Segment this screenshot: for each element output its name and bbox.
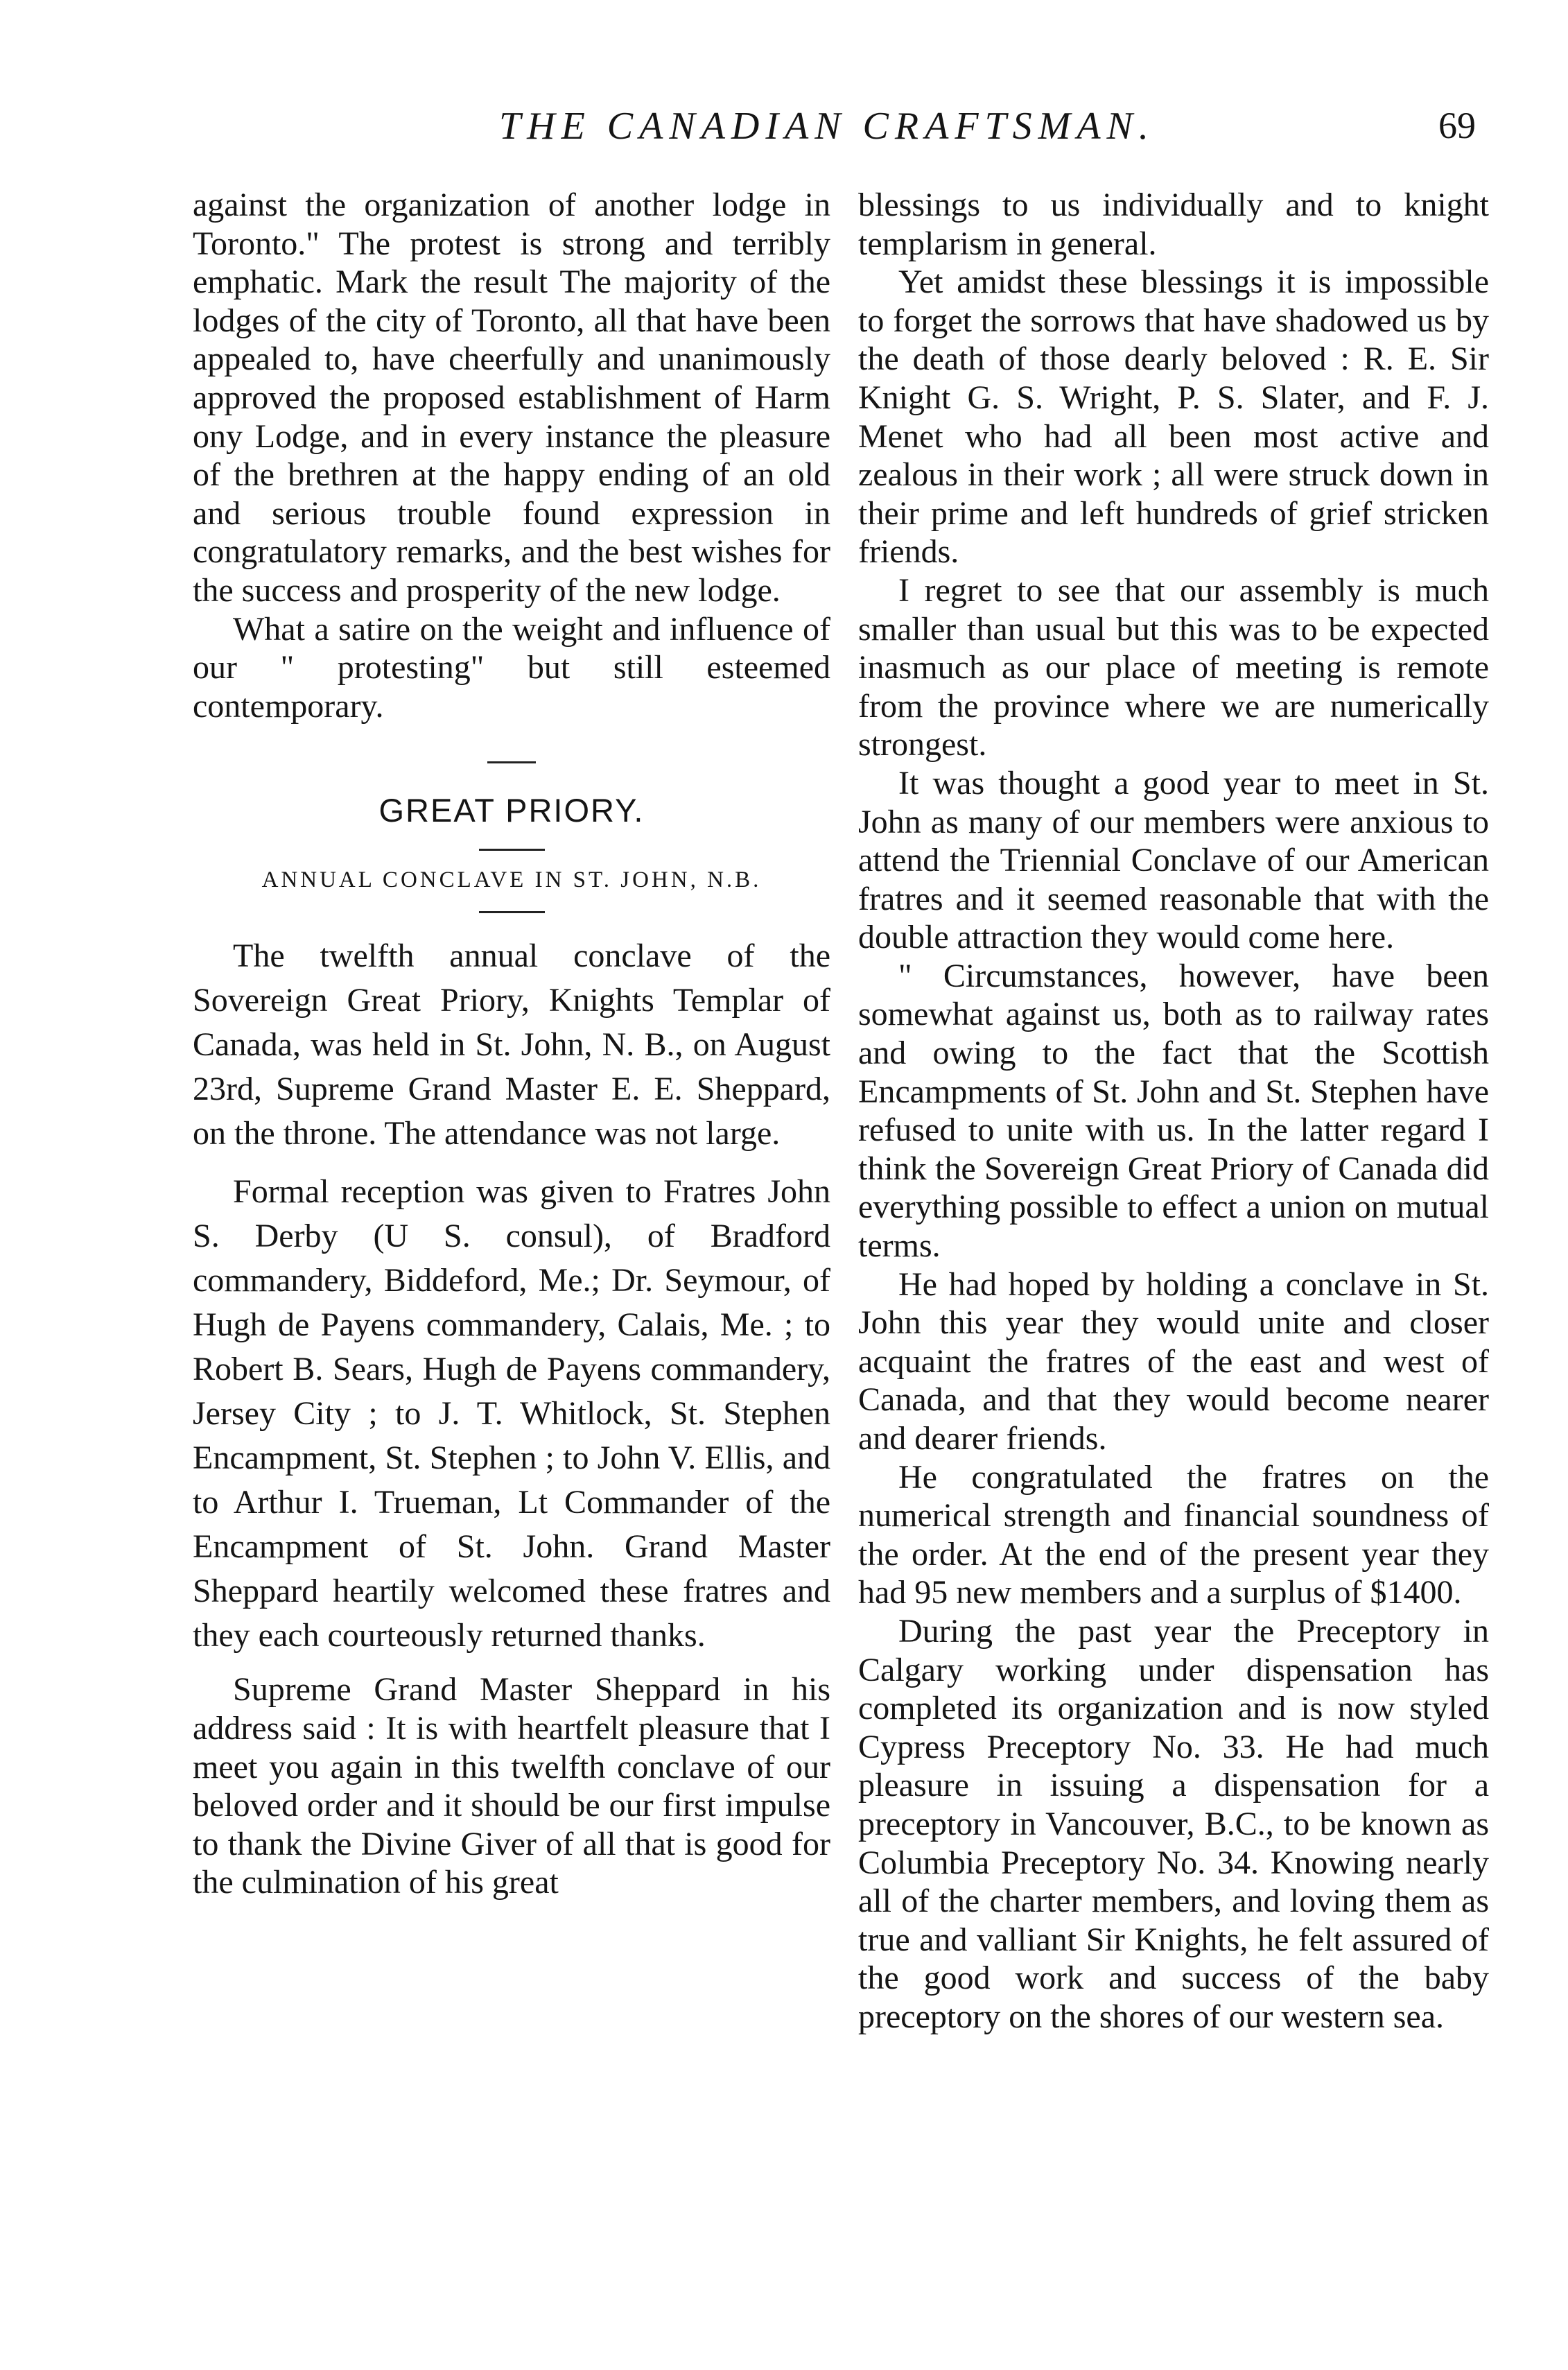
left-column — [193, 186, 830, 1902]
article-heading: GREAT PRIORY. — [378, 792, 645, 829]
right-column — [858, 186, 1489, 2036]
subheading-rule — [479, 911, 545, 913]
article-paragraph: Supreme Grand Master Sheppard in his address said : It is with heartfelt pleasure that I meet you again in this twelfth conclave of our beloved order and it should be our first impulse to thank the Divine Giver of all that is good for the culmination of his great — [193, 1671, 830, 1901]
article-subheading: ANNUAL CONCLAVE IN ST. JOHN, N.B. — [261, 867, 762, 893]
article-paragraph: It was thought a good year to meet in St. John as many of our members were anxious to attend the Triennial Conclave of our American fratres and it seemed reasonable that with the double attraction they would come here. — [858, 764, 1489, 956]
article-paragraph: Yet amidst these blessings it is impossible to forget the sorrows that have shadowed us by the death of those dearly beloved : R. E. Sir Knight G. S. Wright, P. S. Slater, and F. J. Menet who had all been most active and zealous in their work ; all were struck down in their prime and left hundreds of grief stricken friends. — [858, 263, 1489, 571]
section-divider — [487, 761, 536, 763]
article-paragraph: The twelfth annual conclave of the Sovereign Great Priory, Knights Templar of Canada, was held in St. John, N. B., on August 23rd, Supreme Grand Master E. E. Sheppard, on the throne. The attendance was not large. — [193, 937, 830, 1152]
article-paragraph: Formal reception was given to Fratres John S. Derby (U S. consul), of Bradford commandery, Biddeford, Me.; Dr. Seymour, of Hugh de Payens commandery, Calais, Me. ; to Robert B. Sears, Hugh de Payens commandery, Jersey City ; to J. T. Whitlock, St. Stephen Encampment, St. Stephen ; to John V. Ellis, and to Arthur I. Trueman, Lt Commander of the Encampment of St. John. Grand Master Sheppard heartily welcomed these fratres and they each courteously returned thanks. — [193, 1173, 830, 1654]
article-paragraph: I regret to see that our assembly is much smaller than usual but this was to be expected inasmuch as our place of meeting is remote from the province where we are numerically strongest. — [858, 571, 1489, 763]
satire-paragraph: What a satire on the weight and influence of our " protesting" but still esteemed contemporary. — [193, 610, 830, 725]
article-paragraph: During the past year the Preceptory in Calgary working under dispensation has completed its organization and is now styled Cypress Preceptory No. 33. He had much pleasure in issuing a dispensation for a preceptory in Vancouver, B.C., to be known as Columbia Preceptory No. 34. Knowing nearly all of the charter members, and loving them as true and valliant Sir Knights, he felt assured of the good work and success of the baby preceptory on the shores of our western sea. — [858, 1612, 1489, 2035]
heading-rule — [479, 849, 545, 851]
continuation-paragraph: against the organization of another lodge in Toronto." The protest is strong and terribly emphatic. Mark the result The majority of the lodges of the city of Toronto, all that have been appealed to, have cheerfully and unanimously approved the proposed establishment of Harm ony Lodge, and in every instance the pleasure of the brethren at the happy ending of an old and serious trouble found expression in congratulatory remarks, and the best wishes for the success and prosperity of the new lodge. — [193, 187, 830, 609]
article-paragraph: blessings to us individually and to knight templarism in general. — [858, 187, 1489, 262]
article-paragraph: He had hoped by holding a conclave in St. John this year they would unite and closer acquaint the fratres of the east and west of Canada, and that they would become nearer and dearer friends. — [858, 1265, 1489, 1457]
article-paragraph: He congratulated the fratres on the numerical strength and financial soundness of the order. At the end of the present year they had 95 new members and a surplus of $1400. — [858, 1458, 1489, 1611]
page-number: 69 — [1438, 105, 1476, 146]
running-title: THE CANADIAN CRAFTSMAN. — [499, 105, 1155, 148]
article-paragraph: " Circumstances, however, have been somewhat against us, both as to railway rates and owing to the fact that the Scottish Encampments of St. John and St. Stephen have refused to unite with us. In the latter regard I think the Sovereign Great Priory of Canada did everything possible to effect a union on mutual terms. — [858, 957, 1489, 1265]
